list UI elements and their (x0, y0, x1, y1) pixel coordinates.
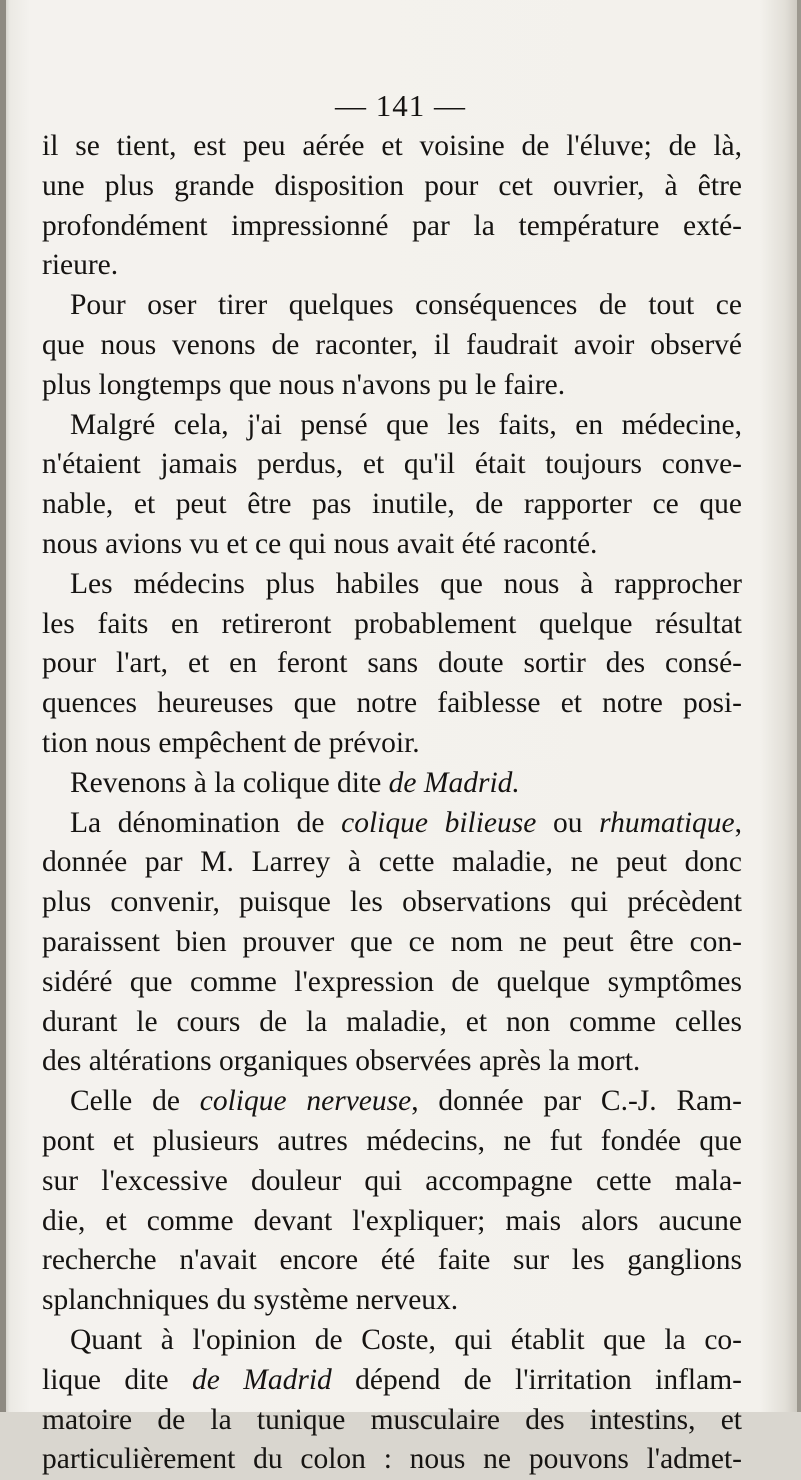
text-line: Malgré cela, j'ai pensé que les faits, en médecine, (70, 408, 742, 441)
text-line: pour l'art, et en feront sans doute sortir des consé- (42, 647, 742, 680)
text-line: Les médecins plus habiles que nous à rapprocher (70, 567, 742, 600)
text-line (42, 1082, 742, 1122)
text-fragment: La dénomination de (70, 806, 342, 839)
text-line: que nous venons de raconter, il faudrait avoir observé (42, 328, 742, 361)
text-line: paraissent bien prouver que ce nom ne peut être con- (42, 925, 742, 958)
text-line (42, 764, 742, 804)
italic-term: colique bilieuse (341, 806, 537, 839)
text-fragment: ou (536, 806, 600, 839)
text-line: n'étaient jamais perdus, et qu'il était toujours conve- (42, 448, 742, 481)
text-line: donnée par M. Larrey à cette maladie, ne peut donc (42, 846, 742, 879)
text-line: matoire de la tunique musculaire des intestins, et (42, 1403, 742, 1436)
text-line: sur l'excessive douleur qui accompagne cette mala- (42, 1164, 742, 1197)
text-line: Pour oser tirer quelques conséquences de tout ce (70, 289, 742, 322)
text-fragment: , donnée par C.-J. Ram- (411, 1085, 742, 1118)
text-fragment: dépend de l'irritation inflam- (331, 1363, 742, 1396)
italic-term: colique nerveuse (199, 1085, 412, 1118)
text-line: Quant à l'opinion de Coste, qui établit que la co- (70, 1323, 742, 1356)
text-line (42, 804, 742, 844)
text-line (42, 1361, 742, 1401)
italic-term: rhumatique (599, 806, 735, 839)
text-line: pont et plusieurs autres médecins, ne fut fondée que (42, 1124, 742, 1157)
text-line: recherche n'avait encore été faite sur les ganglions (42, 1244, 742, 1277)
text-line: particulièrement du colon : nous ne pouvons l'admet- (42, 1443, 742, 1476)
text-fragment: Celle de (70, 1085, 200, 1118)
text-line: sidéré que comme l'expression de quelque symptômes (42, 965, 742, 998)
text-line: une plus grande disposition pour cet ouvrier, à être (42, 169, 742, 202)
text-line: plus convenir, puisque les observations qui précèdent (42, 886, 742, 919)
body-text (42, 127, 742, 1480)
text-fragment: Revenons à la colique dite (70, 766, 389, 799)
text-line: rieure. (42, 249, 119, 282)
italic-term: de Madrid (192, 1363, 332, 1396)
text-fragment: lique dite (42, 1363, 193, 1396)
text-line: nable, et peut être pas inutile, de rapporter ce que (42, 488, 742, 521)
text-line: nous avions vu et ce qui nous avait été raconté. (42, 527, 598, 560)
text-line: durant le cours de la maladie, et non comme celles (42, 1005, 742, 1038)
text-line: profondément impressionné par la température exté- (42, 209, 742, 242)
text-line: des altérations organiques observées après la mort. (42, 1045, 641, 1078)
text-line: quences heureuses que notre faiblesse et notre posi- (42, 687, 742, 720)
text-line: tion nous empêchent de prévoir. (42, 726, 420, 759)
page-edge-right (797, 0, 801, 1412)
text-line: die, et comme devant l'expliquer; mais alors aucune (42, 1204, 742, 1237)
italic-term: de Madrid. (388, 766, 520, 799)
text-fragment: , (734, 806, 742, 839)
text-line: splanchniques du système nerveux. (42, 1284, 459, 1317)
page-number: — 141 — (335, 88, 466, 123)
text-line: plus longtemps que nous n'avons pu le faire. (42, 368, 566, 401)
text-line: il se tient, est peu aérée et voisine de l'éluve; de là, (42, 130, 742, 162)
text-line: les faits en retireront probablement quelque résultat (42, 607, 742, 640)
page-gutter-left (0, 0, 6, 1412)
